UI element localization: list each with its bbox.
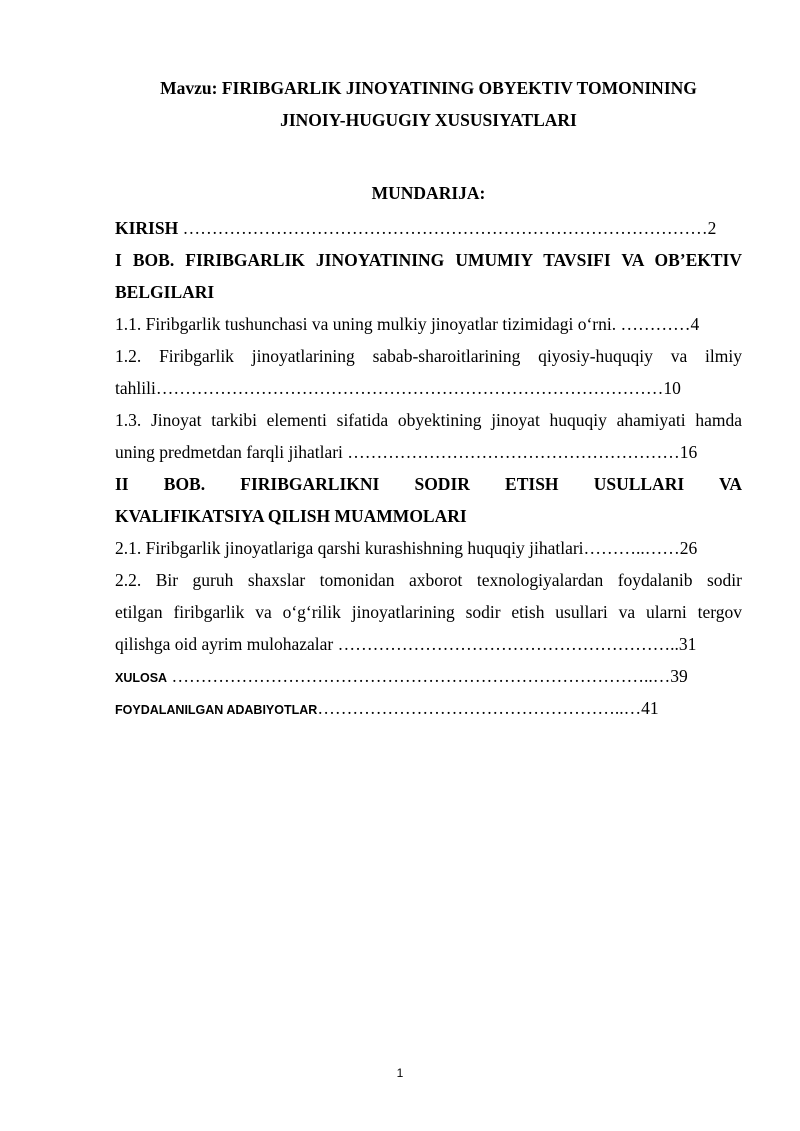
toc-page-number: 2 [707, 218, 717, 238]
toc-entry-label: tahlili…………………………………………………………………………… [115, 378, 664, 398]
toc-entry-2-2-line3 [115, 628, 742, 660]
toc-entry-label: KIRISH [115, 218, 179, 238]
toc-chapter-2-line1: II BOB. FIRIBGARLIKNI SODIR ETISH USULLARI VA [115, 474, 742, 494]
toc-chapter-1-line1: I BOB. FIRIBGARLIK JINOYATINING UMUMIY TAVSIFI VA OB’EKTIV [115, 250, 742, 270]
document-title-line1: Mavzu: FIRIBGARLIK JINOYATINING OBYEKTIV TOMONINING [160, 78, 697, 98]
table-of-contents [115, 212, 742, 724]
toc-entry-2-2-line2: etilgan firibgarlik va o‘g‘rilik jinoyatlarining sodir etish usullari va ularni tergov [115, 602, 742, 622]
toc-page-number: 16 [679, 442, 698, 462]
toc-entry-label: XULOSA [115, 671, 168, 685]
toc-entry-2-1 [115, 532, 742, 564]
page-number: 1 [396, 1066, 404, 1080]
toc-entry-kirish [115, 212, 742, 244]
toc-leader-dots: ……………………………………………..… [317, 698, 642, 718]
toc-page-number: 10 [663, 378, 681, 398]
toc-entry-1-3-line2 [115, 436, 742, 468]
toc-entry-label: 1.1. Firibgarlik tushunchasi va uning mulkiy jinoyatlar tizimidagi o‘rni. ………… [115, 314, 691, 334]
toc-leader-dots: ………………………………………………………………………..… [167, 666, 671, 686]
toc-entry-label: 2.1. Firibgarlik jinoyatlariga qarshi kurashishning huquqiy jihatlari………..…… [115, 538, 680, 558]
toc-entry-label: FOYDALANILGAN ADABIYOTLAR [115, 703, 318, 717]
toc-entry-foydalanilgan-adabiyotlar [115, 692, 742, 724]
toc-page-number: 31 [678, 634, 697, 654]
toc-entry-1-3-line1: 1.3. Jinoyat tarkibi elementi sifatida obyektining jinoyat huquqiy ahamiyati hamda [115, 410, 742, 430]
toc-chapter-2-line2: KVALIFIKATSIYA QILISH MUAMMOLARI [115, 506, 467, 526]
toc-entry-label: uning predmetdan farqli jihatlari ………………………………………………… [115, 442, 680, 462]
toc-entry-1-2-line2 [115, 372, 742, 404]
toc-page-number: 41 [641, 698, 659, 718]
toc-leader-dots: ……………………………………………………………………………… [178, 218, 708, 238]
toc-entry-xulosa [115, 660, 742, 692]
toc-chapter-1-line2: BELGILARI [115, 282, 215, 302]
toc-entry-2-2-line1: 2.2. Bir guruh shaxslar tomonidan axborot texnologiyalardan foydalanib sodir [115, 570, 742, 590]
document-title-line2: JINOIY-HUGUGIY XUSUSIYATLARI [280, 110, 577, 130]
toc-page-number: 39 [670, 666, 688, 686]
toc-entry-1-1 [115, 308, 742, 340]
toc-heading: MUNDARIJA: [371, 183, 486, 203]
toc-page-number: 26 [679, 538, 698, 558]
toc-page-number: 4 [690, 314, 700, 334]
toc-entry-label: qilishga oid ayrim mulohazalar ………………………………………………….. [115, 634, 679, 654]
toc-entry-1-2-line1: 1.2. Firibgarlik jinoyatlarining sabab-sharoitlarining qiyosiy-huquqiy va ilmiy [115, 346, 742, 366]
